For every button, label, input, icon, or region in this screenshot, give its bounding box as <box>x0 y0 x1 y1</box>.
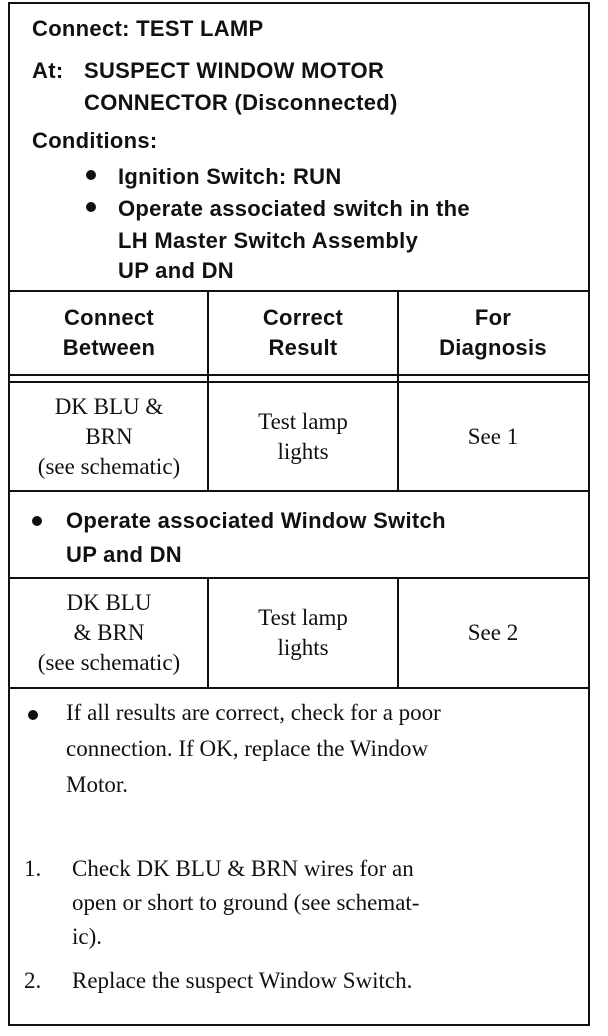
row2-diagnosis <box>398 579 588 687</box>
condition-ignition: Ignition Switch: RUN <box>118 164 342 189</box>
col-header-result-line2: Result <box>268 335 338 360</box>
row2-connect-line1: DK BLU <box>66 590 152 615</box>
row1-result-line2: lights <box>277 438 329 464</box>
note-item2-number: 2. <box>24 968 42 993</box>
row1-connect-line1: DK BLU & <box>54 393 164 419</box>
row2-connect-line2: & BRN <box>73 620 145 645</box>
row2-result-line2: lights <box>277 635 329 660</box>
note-item2-line1: Replace the suspect Window Switch. <box>72 968 413 993</box>
bullet-icon <box>28 710 38 720</box>
bullet-icon <box>32 516 42 526</box>
note-bullet-line2: connection. If OK, replace the Window <box>66 736 429 761</box>
condition-operate-line3: UP and DN <box>118 258 234 283</box>
row1-connect-line3: (see schematic) <box>37 453 181 479</box>
divider <box>10 374 588 376</box>
condition-operate-line2: LH Master Switch Assembly <box>118 228 419 253</box>
row2-result-line1: Test lamp <box>258 605 348 630</box>
bullet-icon <box>86 170 96 180</box>
at-location-line2: CONNECTOR (Disconnected) <box>84 90 398 115</box>
at-location-line1: SUSPECT WINDOW MOTOR <box>84 58 385 83</box>
note-item1-line3: ic). <box>72 924 103 949</box>
note-bullet-line1: If all results are correct, check for a poor <box>66 700 441 725</box>
divider <box>10 490 588 492</box>
col-header-connect-line1: Connect <box>63 305 155 330</box>
row2-connect-between <box>10 579 208 687</box>
row1-result-line1: Test lamp <box>258 408 348 434</box>
note-item1-number: 1. <box>24 856 42 881</box>
col-header-diagnosis-line1: For <box>474 305 512 330</box>
row1-diagnosis <box>398 383 588 490</box>
col-header-diagnosis-line2: Diagnosis <box>439 335 547 360</box>
row2-diagnosis-text: See 2 <box>467 620 519 645</box>
at-label: At: <box>32 58 64 83</box>
operate-step-line1: Operate associated Window Switch <box>66 508 446 533</box>
row1-diagnosis-text: See 1 <box>467 423 519 449</box>
row1-connect-between <box>10 383 208 490</box>
connect-instruction: Connect: TEST LAMP <box>32 16 264 41</box>
row1-correct-result <box>208 383 398 490</box>
col-header-result-line1: Correct <box>262 305 344 330</box>
note-item1-line2: open or short to ground (see schemat- <box>72 890 420 915</box>
note-item1-line1: Check DK BLU & BRN wires for an <box>72 856 414 881</box>
condition-operate-line1: Operate associated switch in the <box>118 196 470 221</box>
col-header-correct-result <box>208 292 398 374</box>
col-header-connect-between <box>10 292 208 374</box>
col-header-connect-line2: Between <box>62 335 156 360</box>
row2-connect-line3: (see schematic) <box>37 650 181 675</box>
diagnostic-chart <box>8 2 590 1026</box>
operate-step-line2: UP and DN <box>66 542 182 567</box>
divider <box>10 687 588 689</box>
row2-correct-result <box>208 579 398 687</box>
row1-connect-line2: BRN <box>85 423 133 449</box>
bullet-icon <box>86 202 96 212</box>
note-bullet-line3: Motor. <box>66 772 128 797</box>
conditions-label: Conditions: <box>32 128 158 153</box>
col-header-for-diagnosis <box>398 292 588 374</box>
